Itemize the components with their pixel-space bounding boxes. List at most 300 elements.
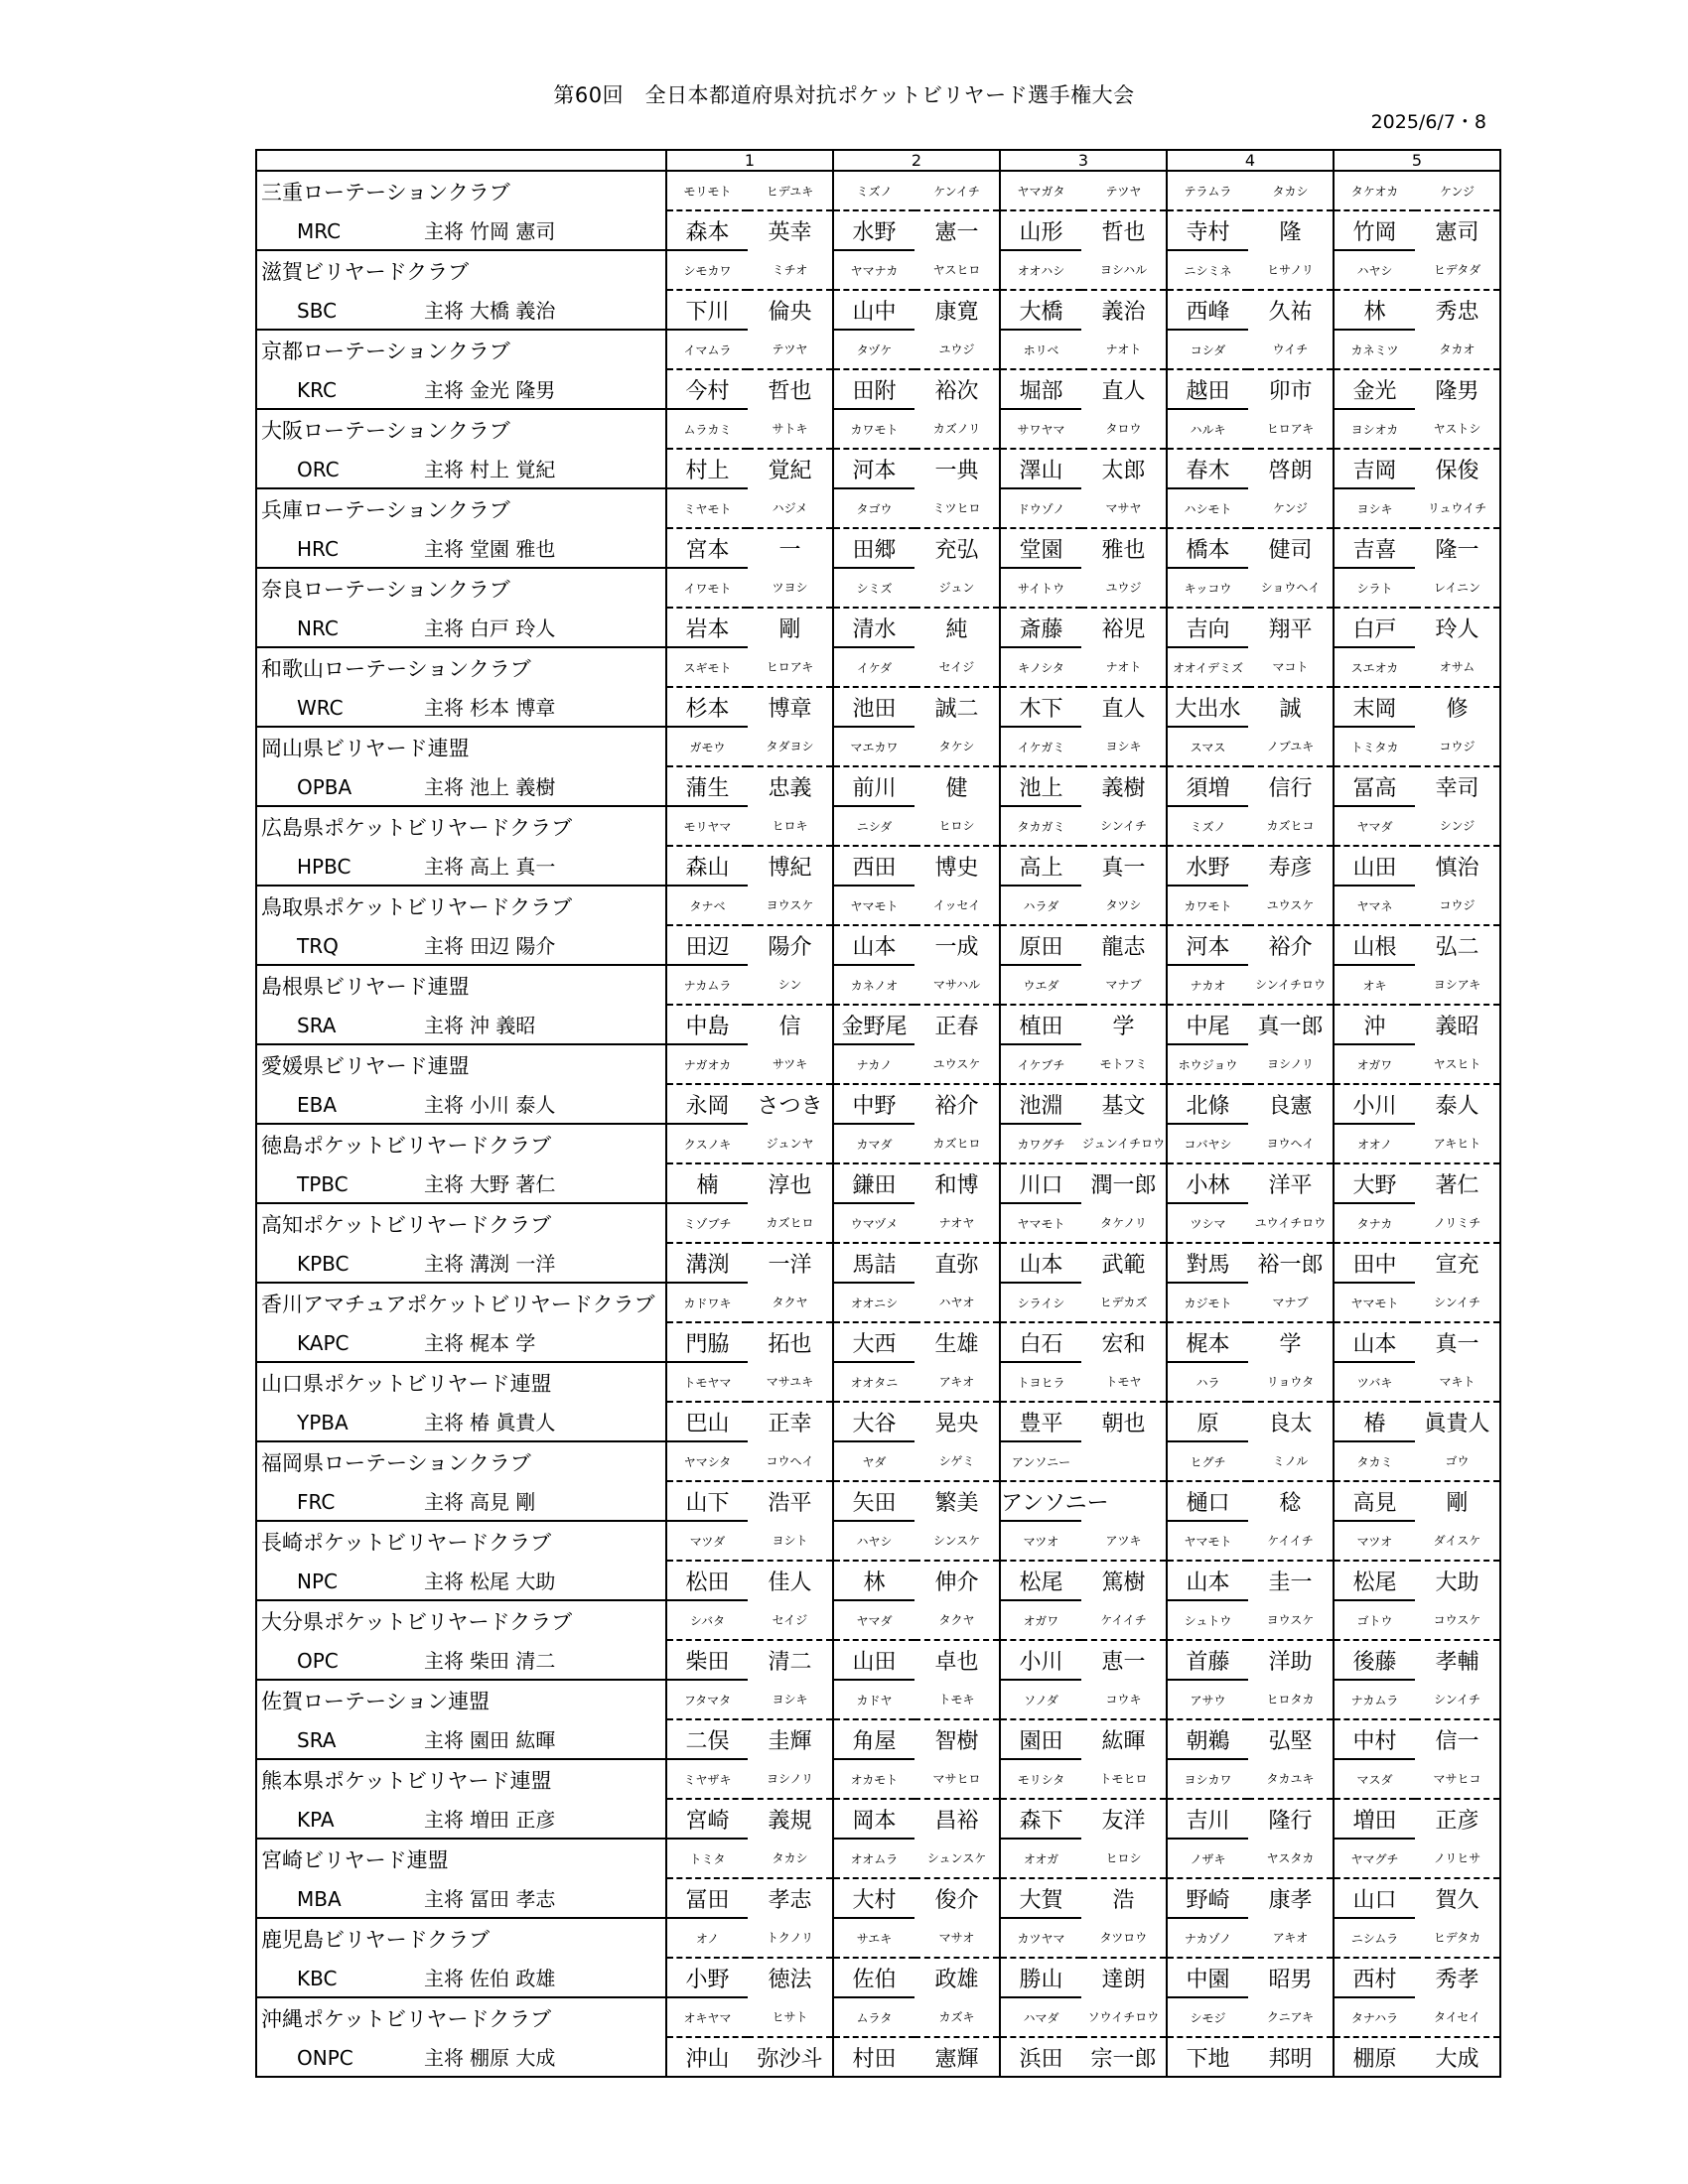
player-given-name: 真一: [1081, 846, 1167, 886]
player-given-kana: マナブ: [1105, 978, 1142, 992]
player-given-name: 真一郎: [1248, 1005, 1334, 1044]
player-surname-kana: シモジ: [1167, 1997, 1248, 2037]
player-surname-kana: オオイデミズ: [1167, 647, 1248, 687]
player-surname: 木下: [1000, 687, 1081, 727]
team-abbreviation: HPBC: [297, 855, 352, 879]
captain-name: 園田 紘暉: [470, 1728, 556, 1752]
player-surname: 村上: [666, 449, 748, 488]
player-surname: 村田: [833, 2037, 914, 2077]
player-given-name: 久祐: [1248, 290, 1334, 330]
document-title: 第60回 全日本都道府県対抗ポケットビリヤード選手権大会: [553, 83, 1135, 107]
player-given-kana: ユウジ: [938, 342, 975, 356]
player-given-kana: ヤスタカ: [1266, 1851, 1315, 1865]
player-surname: 原田: [1000, 925, 1081, 965]
player-given-kana: シンイチ: [1099, 819, 1148, 833]
team-abbreviation: NPC: [297, 1570, 338, 1593]
player-surname-kana: シミズ: [833, 568, 914, 608]
player-given-name: 晃央: [914, 1402, 1000, 1441]
player-given-kana: セイジ: [938, 660, 975, 674]
player-given-name: 龍志: [1081, 925, 1167, 965]
player-surname: 下地: [1167, 2037, 1248, 2077]
player-surname: 首藤: [1167, 1640, 1248, 1680]
team-abbreviation: SBC: [297, 299, 338, 323]
team-row-kanji: [256, 1958, 1500, 1997]
player-given-name: 哲也: [1081, 210, 1167, 250]
player-given-name: 眞貴人: [1415, 1402, 1500, 1441]
player-surname-kana: シュトウ: [1167, 1600, 1248, 1640]
player-surname-kana: スエオカ: [1334, 647, 1415, 687]
player-surname: 金野尾: [833, 1005, 914, 1044]
player-given-kana: ケンジ: [1439, 184, 1476, 199]
player-given-name: 憲輝: [914, 2037, 1000, 2077]
player-given-name: 洋平: [1248, 1163, 1334, 1203]
player-surname-kana: オカモト: [833, 1759, 914, 1799]
team-abbr-captain: [256, 210, 666, 250]
player-surname: 佐伯: [833, 1958, 914, 1997]
player-given-kana: コウキ: [1105, 1693, 1142, 1706]
team-row-kana: [256, 1680, 1500, 1719]
player-given-kana: ナオト: [1105, 660, 1142, 674]
column-header-3: 3: [1000, 150, 1167, 171]
player-surname: 西峰: [1167, 290, 1248, 330]
player-given-name: 著仁: [1415, 1163, 1500, 1203]
team-abbr-captain: [256, 449, 666, 488]
player-given-kana: ユウスケ: [932, 1057, 981, 1071]
player-given-kana: レイニン: [1434, 581, 1480, 595]
team-abbreviation: SRA: [297, 1728, 337, 1752]
player-surname: 大西: [833, 1322, 914, 1362]
column-header-row: [256, 150, 1500, 171]
player-surname: 田附: [833, 369, 914, 409]
player-surname: 白石: [1000, 1322, 1081, 1362]
team-row-kanji: [256, 1243, 1500, 1283]
player-surname-kana: トヨヒラ: [1000, 1362, 1081, 1402]
player-given-name: 佳人: [748, 1561, 833, 1600]
player-given-name: 友洋: [1081, 1799, 1167, 1839]
player-given-kana: タカオ: [1439, 342, 1476, 356]
player-given-kana: ツヨシ: [772, 581, 808, 595]
player-given-name: 誠: [1248, 687, 1334, 727]
player-given-kana: ノリミチ: [1433, 1216, 1481, 1230]
player-given-kana: ジュン: [938, 581, 975, 595]
player-surname-kana: オオタニ: [833, 1362, 914, 1402]
player-surname-kana: ヤマガタ: [1000, 171, 1081, 210]
player-given-kana: トモヒロ: [1099, 1772, 1148, 1786]
player-surname: 野崎: [1167, 1878, 1248, 1918]
team-row-kanji: [256, 1640, 1500, 1680]
player-given-kana: シンイチ: [1433, 1296, 1481, 1309]
team-row-kana: [256, 1441, 1500, 1481]
player-surname: 宮本: [666, 528, 748, 568]
player-surname-kana: イワモト: [666, 568, 748, 608]
player-given-name: 倫央: [748, 290, 833, 330]
player-given-kana: ソウイチロウ: [1087, 2010, 1160, 2024]
player-surname-kana: ハシモト: [1167, 488, 1248, 528]
captain-name: 金光 隆男: [470, 378, 556, 402]
player-given-kana: カズノリ: [932, 422, 981, 436]
team-abbr-captain: [256, 1799, 666, 1839]
player-surname: 今村: [666, 369, 748, 409]
player-given-name: 大助: [1415, 1561, 1500, 1600]
captain-label: 主将: [424, 219, 464, 243]
player-given-name: 智樹: [914, 1719, 1000, 1759]
team-abbr-captain: [256, 1878, 666, 1918]
player-surname-kana: ムラタ: [833, 1997, 914, 2037]
captain-label: 主将: [424, 1967, 464, 1990]
team-name: 大阪ローテーションクラブ: [256, 409, 666, 449]
player-given-kana: ヨシト: [772, 1534, 808, 1548]
player-surname-kana: ヤマモト: [1167, 1521, 1248, 1561]
player-surname-kana: ナカムラ: [666, 965, 748, 1005]
team-row-kana: [256, 1283, 1500, 1322]
player-given-name: 幸司: [1415, 766, 1500, 806]
player-given-name: 朝也: [1081, 1402, 1167, 1441]
player-surname: 山田: [1334, 846, 1415, 886]
player-surname: 柴田: [666, 1640, 748, 1680]
team-name: 宮崎ビリヤード連盟: [256, 1839, 666, 1878]
team-row-kana: [256, 965, 1500, 1005]
player-given-kana: マサユキ: [766, 1375, 814, 1389]
player-surname-kana: タゴウ: [833, 488, 914, 528]
player-surname: 水野: [833, 210, 914, 250]
player-given-name: 忠義: [748, 766, 833, 806]
player-surname: 河本: [1167, 925, 1248, 965]
player-given-kana: シンジ: [1439, 819, 1476, 833]
player-surname: 沖: [1334, 1005, 1415, 1044]
player-given-name: 一洋: [748, 1243, 833, 1283]
team-row-kana: [256, 1918, 1500, 1958]
player-given-name: 寿彦: [1248, 846, 1334, 886]
player-surname: 楠: [666, 1163, 748, 1203]
player-given-name: 慎治: [1415, 846, 1500, 886]
player-given-kana: タイセイ: [1433, 2010, 1481, 2024]
captain-name: 大野 著仁: [470, 1172, 556, 1196]
captain-name: 池上 義樹: [470, 775, 556, 799]
player-given-kana: サツキ: [772, 1057, 808, 1071]
player-given-kana: ヤスヒト: [1433, 1057, 1481, 1071]
player-given-name: 圭一: [1248, 1561, 1334, 1600]
player-surname-kana: モリヤマ: [666, 806, 748, 846]
player-surname-kana: ホリベ: [1000, 330, 1081, 369]
player-surname: 小川: [1334, 1084, 1415, 1124]
player-given-kana: ゴウ: [1445, 1454, 1470, 1468]
player-surname: 山根: [1334, 925, 1415, 965]
player-surname: 小野: [666, 1958, 748, 1997]
player-surname-kana: タナベ: [666, 886, 748, 925]
player-surname: 中島: [666, 1005, 748, 1044]
player-surname-kana: ナカゾノ: [1167, 1918, 1248, 1958]
player-given-name: 裕介: [914, 1084, 1000, 1124]
captain-name: 棚原 大成: [470, 2046, 556, 2070]
player-given-name: 直人: [1081, 687, 1167, 727]
player-surname-kana: ドウゾノ: [1000, 488, 1081, 528]
team-row-kanji: [256, 1481, 1500, 1521]
player-surname-kana: オオニシ: [833, 1283, 914, 1322]
player-given-kana: ミチオ: [772, 263, 808, 277]
player-surname: 豊平: [1000, 1402, 1081, 1441]
player-surname: 西田: [833, 846, 914, 886]
player-given-name: 良太: [1248, 1402, 1334, 1441]
player-surname-kana: ウエダ: [1000, 965, 1081, 1005]
captain-name: 田辺 陽介: [470, 934, 556, 958]
player-given-name: 篤樹: [1081, 1561, 1167, 1600]
player-given-name: 義樹: [1081, 766, 1167, 806]
player-surname: 白戸: [1334, 608, 1415, 647]
player-given-name: 康孝: [1248, 1878, 1334, 1918]
player-surname-kana: トモヤマ: [666, 1362, 748, 1402]
team-row-kana: [256, 647, 1500, 687]
player-given-kana: ケイイチ: [1100, 1613, 1147, 1627]
captain-name: 梶本 学: [470, 1331, 536, 1355]
player-given-name: 博史: [914, 846, 1000, 886]
player-surname-kana: ミズノ: [1167, 806, 1248, 846]
player-surname: 池田: [833, 687, 914, 727]
player-given-kana: マサヒロ: [932, 1772, 981, 1786]
team-row-kana: [256, 488, 1500, 528]
player-surname: 角屋: [833, 1719, 914, 1759]
player-surname-kana: ニシムラ: [1334, 1918, 1415, 1958]
player-surname: 杉本: [666, 687, 748, 727]
team-abbr-captain: [256, 1561, 666, 1600]
captain-name: 椿 眞貴人: [470, 1411, 556, 1434]
player-given-kana: ヒデタカ: [1433, 1931, 1481, 1945]
player-surname-kana: カワグチ: [1000, 1124, 1081, 1163]
player-given-kana: コウスケ: [1433, 1613, 1481, 1627]
player-given-name: 賀久: [1415, 1878, 1500, 1918]
player-given-name: 隆一: [1415, 528, 1500, 568]
captain-label: 主将: [424, 1887, 464, 1911]
team-row-kanji: [256, 449, 1500, 488]
column-header-1: 1: [666, 150, 833, 171]
team-row-kana: [256, 1759, 1500, 1799]
player-given-kana: ダイスケ: [1433, 1534, 1481, 1548]
player-surname: 山中: [833, 290, 914, 330]
player-surname: 堂園: [1000, 528, 1081, 568]
player-surname: 園田: [1000, 1719, 1081, 1759]
player-surname-kana: タカガミ: [1000, 806, 1081, 846]
player-given-kana: アキオ: [938, 1375, 975, 1389]
captain-label: 主将: [424, 1331, 464, 1355]
player-given-kana: マサオ: [938, 1931, 975, 1945]
player-surname: 松尾: [1334, 1561, 1415, 1600]
player-surname-kana: オキヤマ: [666, 1997, 748, 2037]
team-abbr-captain: [256, 846, 666, 886]
player-given-name: 浩平: [748, 1481, 833, 1521]
player-surname: 大村: [833, 1878, 914, 1918]
player-given-name: 徳法: [748, 1958, 833, 1997]
team-row-kanji: [256, 369, 1500, 409]
player-surname-kana: トミタ: [666, 1839, 748, 1878]
player-surname: 樋口: [1167, 1481, 1248, 1521]
player-given-kana: ヒロアキ: [1266, 422, 1315, 436]
player-surname-kana: テラムラ: [1167, 171, 1248, 210]
player-given-kana: マサヤ: [1105, 501, 1142, 515]
captain-label: 主将: [424, 775, 464, 799]
player-given-kana: ヨシアキ: [1433, 978, 1481, 992]
player-surname-kana: マツオ: [1000, 1521, 1081, 1561]
player-surname-kana: コシダ: [1167, 330, 1248, 369]
captain-label: 主将: [424, 1411, 464, 1434]
player-surname-kana: クスノキ: [666, 1124, 748, 1163]
player-surname-kana: アンソニー: [1000, 1441, 1081, 1481]
player-given-kana: ケンイチ: [933, 184, 980, 199]
team-abbr-captain: [256, 1402, 666, 1441]
player-given-kana: タケシ: [938, 740, 975, 753]
captain-label: 主将: [424, 1649, 464, 1673]
player-given-kana: ナオト: [1105, 342, 1142, 356]
player-surname-kana: ヨシカワ: [1167, 1759, 1248, 1799]
team-row-kana: [256, 1600, 1500, 1640]
player-given-name: 太郎: [1081, 449, 1167, 488]
team-name: 岡山県ビリヤード連盟: [256, 727, 666, 766]
player-surname-kana: ヒグチ: [1167, 1441, 1248, 1481]
player-given-name: 義治: [1081, 290, 1167, 330]
player-surname-kana: ヨシオカ: [1334, 409, 1415, 449]
player-surname-kana: マツダ: [666, 1521, 748, 1561]
player-surname-kana: ヤマモト: [833, 886, 914, 925]
player-given-name: 覚紀: [748, 449, 833, 488]
team-abbr-captain: [256, 2037, 666, 2077]
player-given-kana: ヤストシ: [1433, 422, 1481, 436]
player-surname: 山本: [833, 925, 914, 965]
team-abbr-captain: [256, 1322, 666, 1362]
player-given-kana: リョウタ: [1266, 1375, 1315, 1389]
player-surname-kana: ハマダ: [1000, 1997, 1081, 2037]
team-abbreviation: OPBA: [297, 775, 352, 799]
player-given-kana: ヒデタダ: [1433, 263, 1481, 277]
player-given-name: 剛: [1415, 1481, 1500, 1521]
team-abbreviation: YPBA: [297, 1411, 349, 1434]
player-given-name: 修: [1415, 687, 1500, 727]
player-given-name: 真一: [1415, 1322, 1500, 1362]
player-given-kana: タダヨシ: [766, 740, 814, 753]
player-given-kana: ヨウスケ: [766, 898, 814, 912]
player-surname-kana: イケダ: [833, 647, 914, 687]
player-surname-kana: ツバキ: [1334, 1362, 1415, 1402]
player-surname-kana: ミゾブチ: [666, 1203, 748, 1243]
player-given-kana: リュウイチ: [1427, 501, 1487, 515]
captain-label: 主将: [424, 616, 464, 640]
player-given-name: 邦明: [1248, 2037, 1334, 2077]
team-roster-table: [255, 149, 1501, 2078]
player-given-kana: タツロウ: [1099, 1931, 1148, 1945]
player-surname-kana: ヤマグチ: [1334, 1839, 1415, 1878]
player-given-kana: トモキ: [938, 1693, 975, 1706]
team-abbr-captain: [256, 1481, 666, 1521]
player-given-name: 学: [1248, 1322, 1334, 1362]
team-row-kana: [256, 1997, 1500, 2037]
captain-label: 主将: [424, 1490, 464, 1514]
player-surname: 澤山: [1000, 449, 1081, 488]
player-surname: 森山: [666, 846, 748, 886]
player-given-name: 稔: [1248, 1481, 1334, 1521]
team-abbreviation: KRC: [297, 378, 337, 402]
player-given-kana: タツシ: [1105, 898, 1142, 912]
player-surname: 越田: [1167, 369, 1248, 409]
captain-label: 主将: [424, 1728, 464, 1752]
player-given-name: 孝輔: [1415, 1640, 1500, 1680]
player-surname: 林: [833, 1561, 914, 1600]
player-surname-kana: ミヤモト: [666, 488, 748, 528]
player-surname-kana: オオムラ: [833, 1839, 914, 1878]
captain-name: 佐伯 政雄: [470, 1967, 556, 1990]
player-given-name: 良憲: [1248, 1084, 1334, 1124]
player-given-kana: セイジ: [772, 1613, 808, 1627]
team-row-kana: [256, 330, 1500, 369]
player-surname: 浜田: [1000, 2037, 1081, 2077]
player-surname-kana: ニシミネ: [1167, 250, 1248, 290]
team-name: 奈良ローテーションクラブ: [256, 568, 666, 608]
player-given-name: 純: [914, 608, 1000, 647]
player-surname-kana: オオハシ: [1000, 250, 1081, 290]
player-surname: 金光: [1334, 369, 1415, 409]
player-surname-kana: タヅケ: [833, 330, 914, 369]
team-row-kana: [256, 409, 1500, 449]
player-surname: 池淵: [1000, 1084, 1081, 1124]
player-given-name: 学: [1081, 1005, 1167, 1044]
team-name: 山口県ポケットビリヤード連盟: [256, 1362, 666, 1402]
captain-label: 主将: [424, 934, 464, 958]
team-abbreviation: WRC: [297, 696, 344, 720]
player-surname: 北條: [1167, 1084, 1248, 1124]
team-name: 高知ポケットビリヤードクラブ: [256, 1203, 666, 1243]
player-surname-kana: カマダ: [833, 1124, 914, 1163]
player-surname: 後藤: [1334, 1640, 1415, 1680]
team-abbr-captain: [256, 528, 666, 568]
team-abbreviation: FRC: [297, 1490, 336, 1514]
player-given-kana: ノブユキ: [1266, 740, 1315, 753]
player-given-name: 充弘: [914, 528, 1000, 568]
team-row-kana: [256, 727, 1500, 766]
player-given-kana: マサヒコ: [1433, 1772, 1481, 1786]
player-surname: 沖山: [666, 2037, 748, 2077]
player-surname-kana: タナハラ: [1334, 1997, 1415, 2037]
player-given-name: 圭輝: [748, 1719, 833, 1759]
team-name: 滋賀ビリヤードクラブ: [256, 250, 666, 290]
player-given-kana: ユウスケ: [1266, 898, 1315, 912]
player-given-kana: ヒロキ: [772, 819, 808, 833]
player-surname-kana: ヤマモト: [1334, 1283, 1415, 1322]
player-given-name: 拓也: [748, 1322, 833, 1362]
player-surname: 斎藤: [1000, 608, 1081, 647]
player-given-kana: シュンスケ: [926, 1851, 987, 1865]
team-name: 徳島ポケットビリヤードクラブ: [256, 1124, 666, 1163]
player-surname-kana: ヤマダ: [1334, 806, 1415, 846]
player-surname: 矢田: [833, 1481, 914, 1521]
player-given-kana: ハジメ: [772, 501, 808, 515]
player-surname-kana: ミズノ: [833, 171, 914, 210]
team-row-kanji: [256, 210, 1500, 250]
player-surname-kana: カワモト: [833, 409, 914, 449]
player-given-name: 浩: [1081, 1878, 1167, 1918]
team-name: 熊本県ポケットビリヤード連盟: [256, 1759, 666, 1799]
player-given-kana: ミツヒロ: [932, 501, 981, 515]
column-header-5: 5: [1334, 150, 1500, 171]
player-surname: 池上: [1000, 766, 1081, 806]
team-row-kana: [256, 568, 1500, 608]
team-row-kanji: [256, 766, 1500, 806]
player-surname-kana: ウマヅメ: [833, 1203, 914, 1243]
player-surname-kana: マエカワ: [833, 727, 914, 766]
player-surname: 増田: [1334, 1799, 1415, 1839]
team-name: 京都ローテーションクラブ: [256, 330, 666, 369]
player-surname: 二俣: [666, 1719, 748, 1759]
player-surname-kana: タケオカ: [1334, 171, 1415, 210]
player-given-kana: ケイイチ: [1267, 1534, 1314, 1548]
captain-label: 主将: [424, 1570, 464, 1593]
player-given-name: 啓朗: [1248, 449, 1334, 488]
captain-name: 松尾 大助: [470, 1570, 556, 1593]
